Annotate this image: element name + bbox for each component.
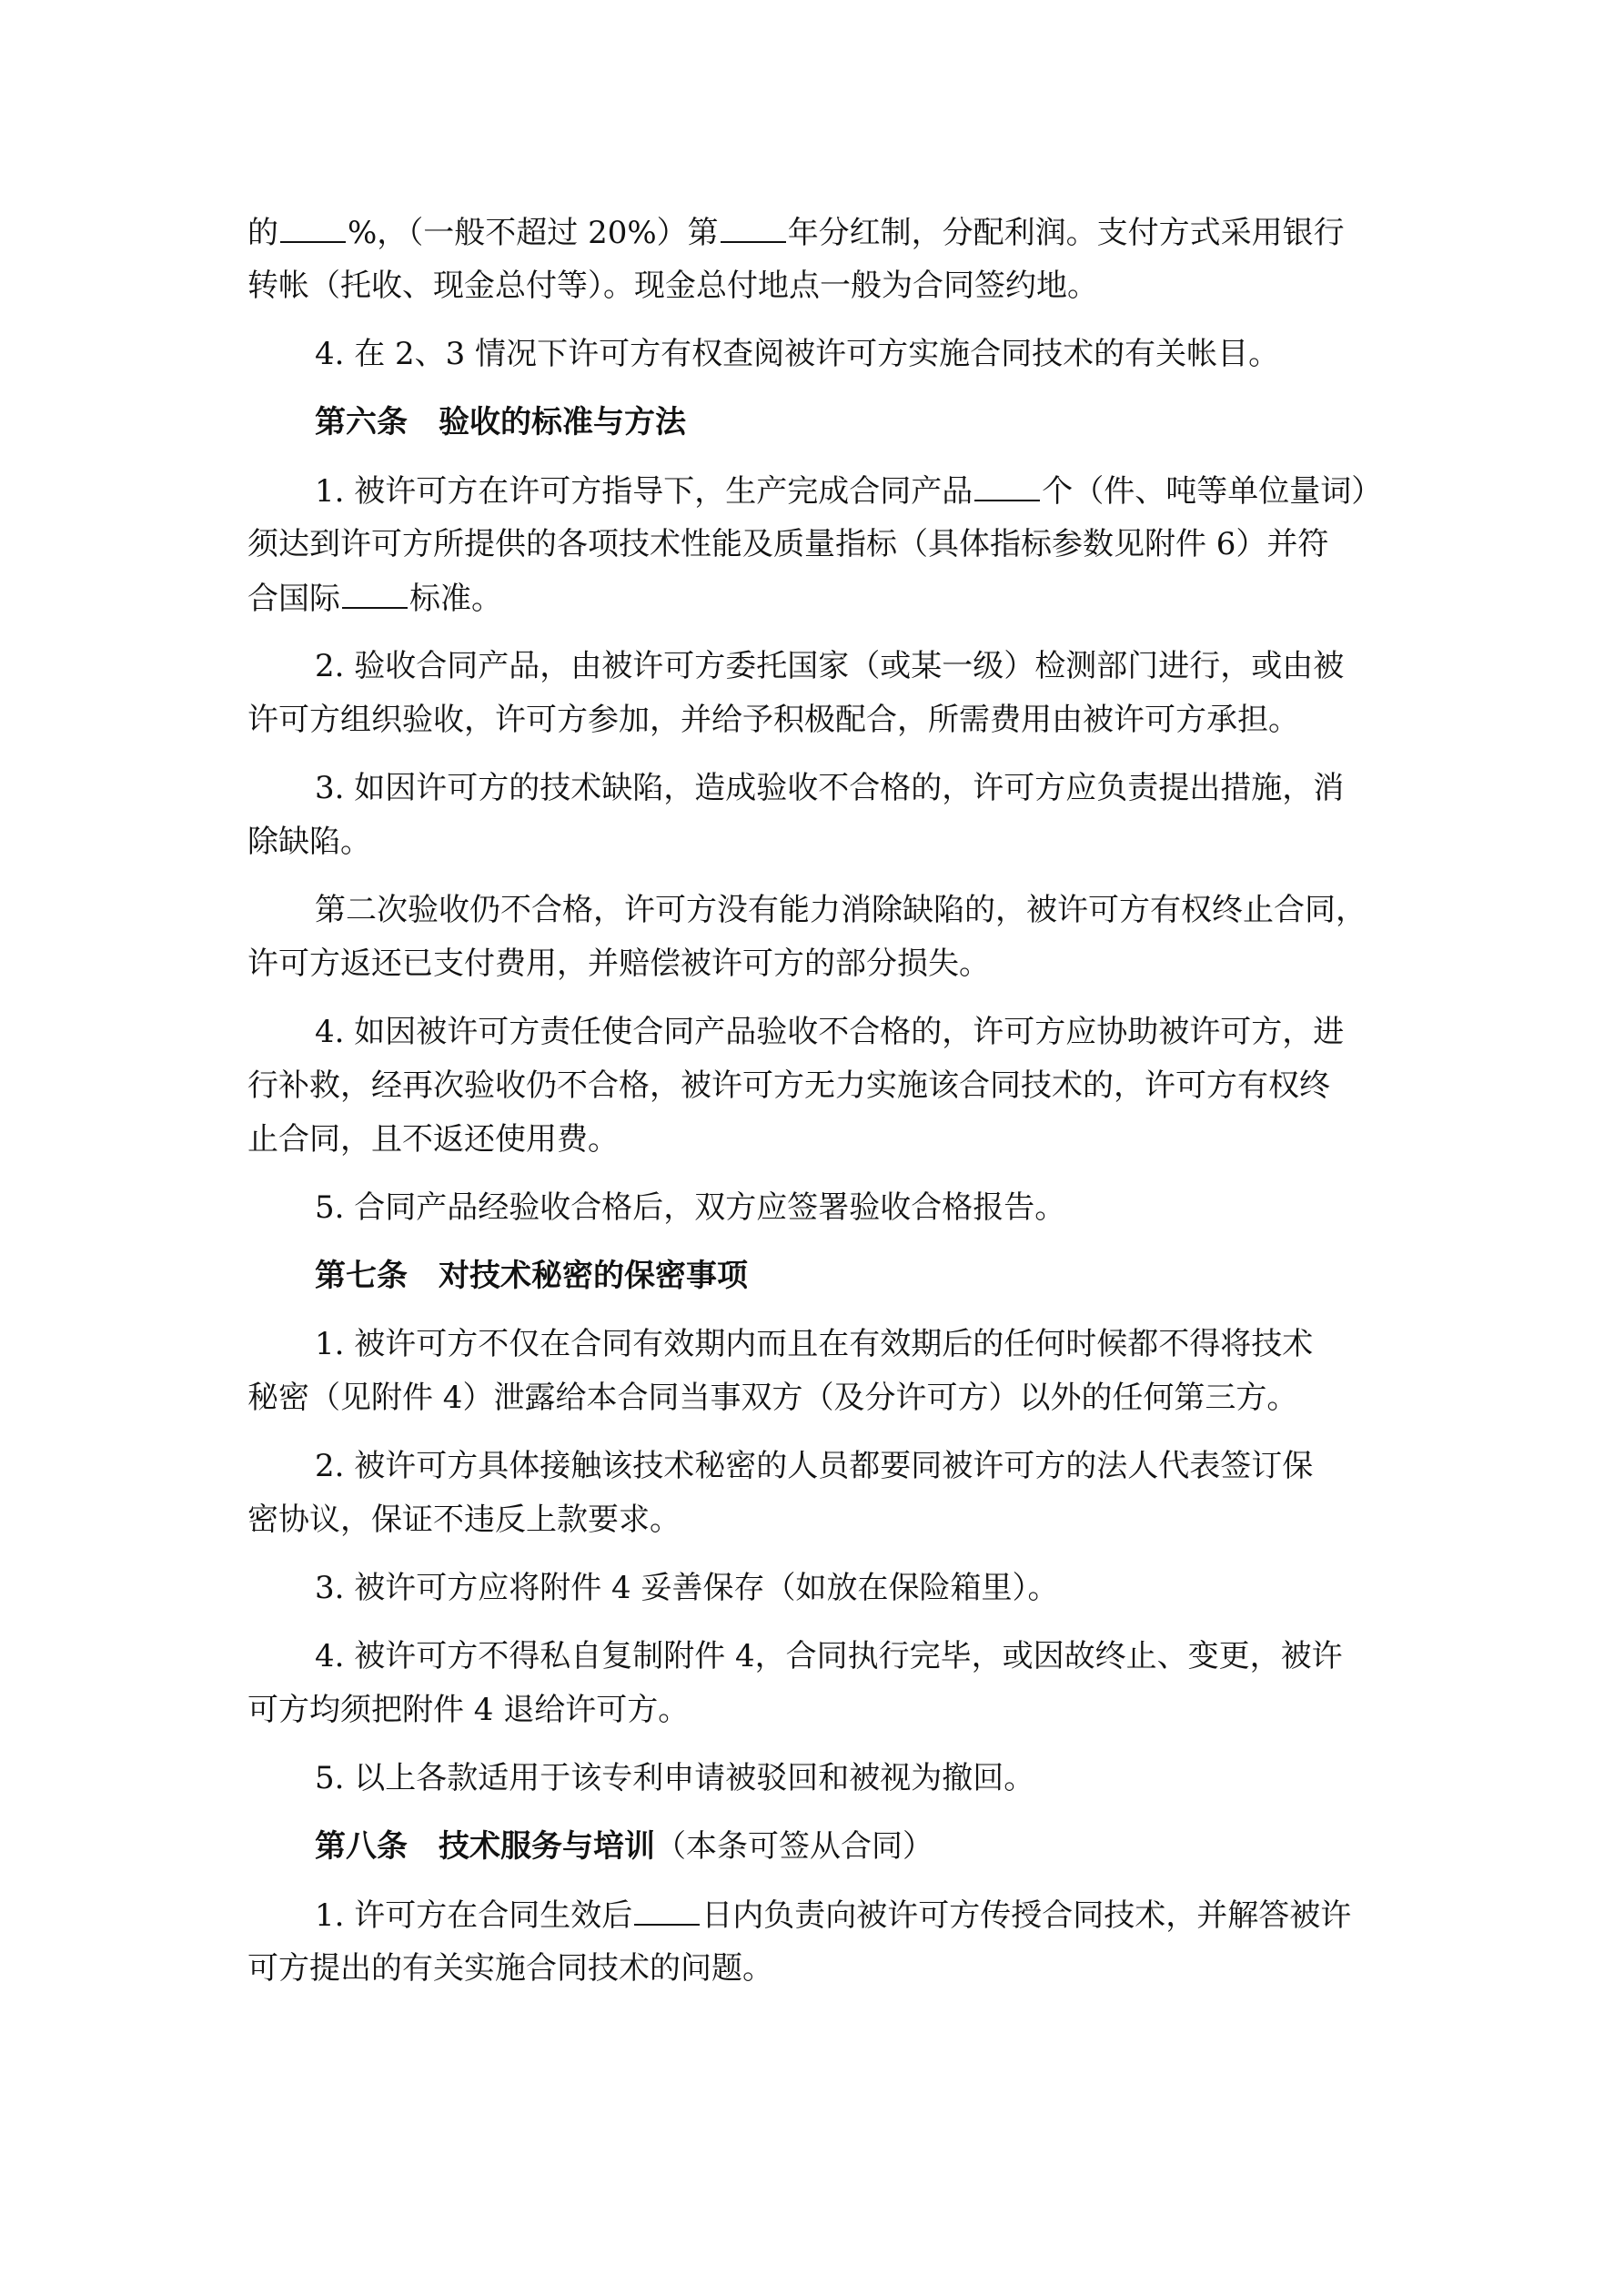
article-title: 技术服务与培训 [439, 1828, 655, 1865]
text-segment: 1. 被许可方在许可方指导下，生产完成合同产品 [315, 473, 973, 510]
paragraph-line: 4. 如因被许可方责任使合同产品验收不合格的，许可方应协助被许可方，进 [315, 1014, 1345, 1050]
paragraph-line: 3. 被许可方应将附件 4 妥善保存（如放在保险箱里）。 [315, 1570, 1059, 1606]
paragraph-line: 第二次验收仍不合格，许可方没有能力消除缺陷的，被许可方有权终止合同， [315, 892, 1367, 928]
text-segment: 的 [247, 215, 278, 251]
paragraph-line [247, 580, 502, 616]
text-segment: 合国际 [247, 581, 340, 617]
text-segment: 年分红制，分配利润。支付方式采用银行 [787, 215, 1345, 251]
article-number: 第七条 [315, 1258, 408, 1294]
article-heading [315, 1258, 748, 1294]
paragraph-line: 2. 被许可方具体接触该技术秘密的人员都要同被许可方的法人代表签订保 [315, 1448, 1314, 1484]
paragraph-line: 转帐（托收、现金总付等）。现金总付地点一般为合同签约地。 [247, 268, 1098, 304]
article-title: 对技术秘密的保密事项 [439, 1258, 748, 1294]
text-segment: 个（件、吨等单位量词） [1042, 473, 1383, 510]
paragraph-line: 1. 被许可方不仅在合同有效期内而且在有效期后的任何时候都不得将技术 [315, 1326, 1314, 1362]
paragraph-line: 3. 如因许可方的技术缺陷，造成验收不合格的，许可方应负责提出措施，消 [315, 770, 1345, 806]
paragraph-line: 可方提出的有关实施合同技术的问题。 [247, 1950, 773, 1987]
paragraph-line: 须达到许可方所提供的各项技术性能及质量指标（具体指标参数见附件 6）并符 [247, 526, 1329, 562]
paragraph-line: 2. 验收合同产品，由被许可方委托国家（或某一级）检测部门进行，或由被 [315, 648, 1345, 684]
fill-in-blank [342, 580, 408, 609]
text-segment: 标准。 [409, 581, 502, 617]
paragraph-line: 4. 在 2、3 情况下许可方有权查阅被许可方实施合同技术的有关帐目。 [315, 336, 1280, 372]
text-segment: 1. 许可方在合同生效后 [315, 1897, 633, 1934]
paragraph-line: 5. 合同产品经验收合格后，双方应签署验收合格报告。 [315, 1189, 1066, 1226]
paragraph-line: 许可方返还已支付费用，并赔偿被许可方的部分损失。 [247, 946, 990, 982]
paragraph-line: 5. 以上各款适用于该专利申请被驳回和被视为撤回。 [315, 1760, 1035, 1796]
fill-in-blank [280, 214, 346, 243]
article-number: 第六条 [315, 404, 408, 440]
paragraph-line [315, 1896, 1351, 1933]
paragraph-line: 秘密（见附件 4）泄露给本合同当事双方（及分许可方）以外的任何第三方。 [247, 1380, 1298, 1416]
paragraph-line: 密协议，保证不违反上款要求。 [247, 1502, 681, 1538]
text-segment: %，（一般不超过 20%）第 [348, 215, 719, 251]
fill-in-blank [721, 214, 786, 243]
fill-in-blank [974, 472, 1040, 501]
paragraph-line [315, 472, 1382, 509]
paragraph-line: 除缺陷。 [247, 824, 371, 860]
paragraph-line [247, 214, 1345, 250]
paragraph-line: 许可方组织验收，许可方参加，并给予积极配合，所需费用由被许可方承担。 [247, 702, 1299, 738]
paragraph-line: 行补救，经再次验收仍不合格，被许可方无力实施该合同技术的，许可方有权终 [247, 1067, 1330, 1104]
article-title: 验收的标准与方法 [439, 404, 686, 440]
fill-in-blank [634, 1896, 700, 1926]
paragraph-line: 止合同，且不返还使用费。 [247, 1121, 619, 1158]
article-number: 第八条 [315, 1828, 408, 1865]
article-heading [315, 404, 686, 440]
article-heading [315, 1828, 933, 1865]
paragraph-line: 4. 被许可方不得私自复制附件 4，合同执行完毕，或因故终止、变更，被许 [315, 1638, 1343, 1674]
article-note: （本条可签从合同） [655, 1828, 933, 1865]
text-segment: 日内负责向被许可方传授合同技术，并解答被许 [701, 1897, 1352, 1934]
paragraph-line: 可方均须把附件 4 退给许可方。 [247, 1692, 690, 1728]
